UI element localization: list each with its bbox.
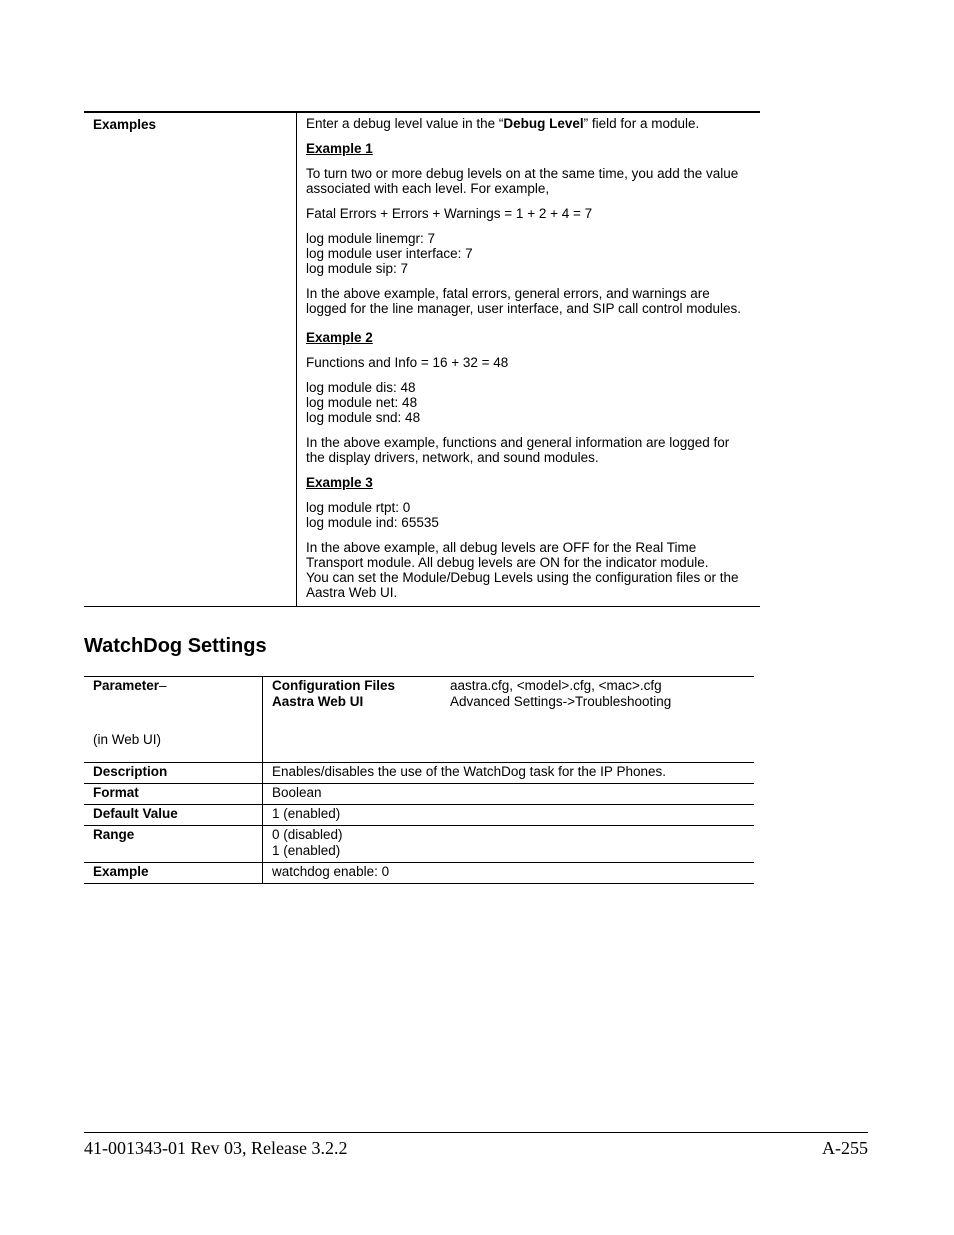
default-value: 1 (enabled) [263,805,755,826]
web-ui-key: Aastra Web UI [272,694,364,709]
examples-label: Examples [84,112,297,607]
example2-commands: log module dis: 48 log module net: 48 log module snd: 48 [306,380,421,425]
parameter-sub: (in Web UI) [93,732,162,747]
watchdog-table [84,676,754,884]
format-label: Format [84,784,263,805]
example2-explanation: In the above example, functions and general information are logged for the display drivers, network, and sound modules. [306,435,730,465]
description-value: Enables/disables the use of the WatchDog task for the IP Phones. [263,763,755,784]
web-ui-value: Advanced Settings->Troubleshooting [450,694,672,709]
range-value-1: 0 (disabled) [272,827,343,842]
range-value-2: 1 (enabled) [272,843,341,858]
intro-bold: Debug Level [503,116,584,131]
example1-title: Example 1 [306,141,373,156]
example1-text: To turn two or more debug levels on at the same time, you add the value associated with each level. For example, [306,166,739,196]
default-value-label: Default Value [84,805,263,826]
example3-commands: log module rtpt: 0 log module ind: 65535 [306,500,439,530]
format-value: Boolean [263,784,755,805]
config-files-key: Configuration Files [272,678,395,693]
range-values [263,826,755,863]
examples-table [84,111,760,607]
parameter-dash: – [159,678,167,693]
footer-divider [84,1132,868,1133]
footer-document-id: 41-001343-01 Rev 03, Release 3.2.2 [84,1138,348,1158]
section-title: WatchDog Settings [84,635,267,657]
example3-title: Example 3 [306,475,373,490]
example1-formula: Fatal Errors + Errors + Warnings = 1 + 2 + 4 = 7 [306,206,593,221]
parameter-values [263,677,755,763]
parameter-label: Parameter [93,678,160,693]
intro-post: ” field for a module. [583,116,700,131]
parameter-cell [84,677,263,763]
example-label: Example [84,863,263,884]
config-files-value: aastra.cfg, <model>.cfg, <mac>.cfg [450,678,662,693]
example2-title: Example 2 [306,330,373,345]
intro-pre: Enter a debug level value in the “ [306,116,504,131]
example-value: watchdog enable: 0 [263,863,755,884]
footer-page-number: A-255 [822,1138,868,1158]
examples-content [297,112,761,607]
example1-commands: log module linemgr: 7 log module user interface: 7 log module sip: 7 [306,231,473,276]
example1-explanation: In the above example, fatal errors, general errors, and warnings are logged for the line manager, user interface, and SIP call control modules. [306,286,742,316]
example2-formula: Functions and Info = 16 + 32 = 48 [306,355,509,370]
range-label: Range [84,826,263,863]
description-label: Description [84,763,263,784]
examples-intro [306,116,760,131]
example3-explanation: In the above example, all debug levels are OFF for the Real Time Transport module. All debug levels are ON for the indicator module. You can set the Module/Debug Levels using the configuration files or the Aastra Web UI. [306,540,739,600]
